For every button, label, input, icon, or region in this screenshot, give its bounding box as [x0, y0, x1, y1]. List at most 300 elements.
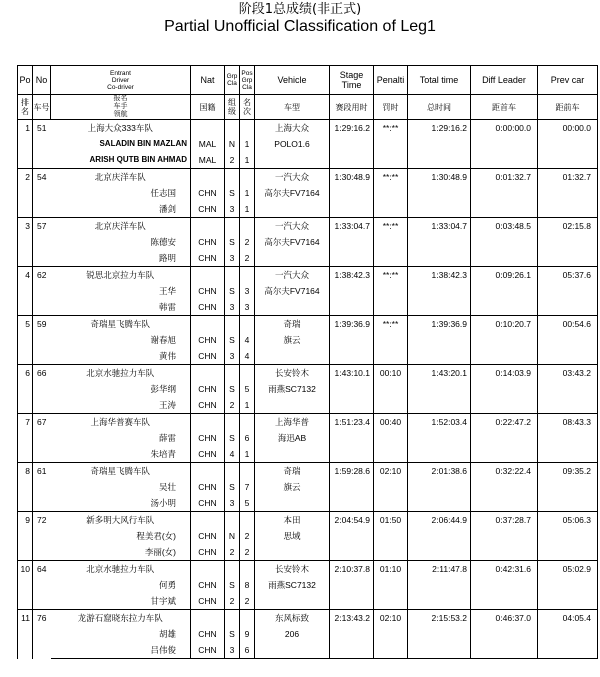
- result-diff-blank: [471, 593, 538, 610]
- result-team: 上海大众333车队: [51, 120, 191, 137]
- result-stage-time: 1:33:04.7: [330, 218, 374, 235]
- result-vehicle-model: 高尔夫FV7164: [255, 234, 330, 250]
- result-grppos-codriver: 2: [240, 544, 255, 561]
- result-position: 4: [18, 267, 33, 316]
- result-grp-codriver: 2: [225, 152, 240, 169]
- result-total-time: 1:52:03.4: [408, 414, 471, 431]
- result-pen-blank: [374, 626, 408, 642]
- result-grp-driver: S: [225, 332, 240, 348]
- result-grp-team: [225, 610, 240, 627]
- result-pen-blank: [374, 348, 408, 365]
- result-diff-blank: [471, 381, 538, 397]
- result-pen-blank: [374, 201, 408, 218]
- result-row-codriver: [18, 201, 598, 218]
- result-row: [18, 316, 598, 333]
- result-codriver: ARISH QUTB BIN AHMAD: [89, 155, 187, 164]
- result-stage-time: 2:10:37.8: [330, 561, 374, 578]
- result-prev-blank: [538, 642, 598, 659]
- col-total-header-zh: 总时间: [408, 95, 471, 120]
- page-title-chinese: 阶段1总成绩(非正式): [238, 2, 362, 17]
- result-grppos-team: [240, 414, 255, 431]
- result-row-driver: [18, 332, 598, 348]
- result-diff-blank: [471, 397, 538, 414]
- result-grppos-driver: 6: [240, 430, 255, 446]
- result-prev-car: 09:35.2: [538, 463, 598, 480]
- result-diff-blank: [471, 234, 538, 250]
- result-grp-team: [225, 316, 240, 333]
- result-total-blank: [408, 299, 471, 316]
- result-total-blank: [408, 283, 471, 299]
- result-diff-blank: [471, 152, 538, 169]
- result-vehicle-model: 思域: [255, 528, 330, 544]
- result-vehicle-make: 奇瑞: [255, 463, 330, 480]
- result-grp-driver: S: [225, 430, 240, 446]
- result-position: 7: [18, 414, 33, 463]
- result-diff-blank: [471, 479, 538, 495]
- result-stage-time: 1:51:23.4: [330, 414, 374, 431]
- result-grp-codriver: 2: [225, 544, 240, 561]
- col-nat-header-zh: 国籍: [191, 95, 225, 120]
- result-total-blank: [408, 201, 471, 218]
- col-stage-header-zh: 赛段用时: [330, 95, 374, 120]
- result-prev-blank: [538, 381, 598, 397]
- col-prev-header: Prev car: [538, 66, 598, 95]
- result-stage-blank: [330, 446, 374, 463]
- result-team: 奇瑞星飞腾车队: [51, 316, 191, 333]
- result-stage-blank: [330, 152, 374, 169]
- result-prev-blank: [538, 446, 598, 463]
- result-vehicle-model: 206: [255, 626, 330, 642]
- result-pen-blank: [374, 136, 408, 152]
- result-nat-codriver: CHN: [191, 593, 225, 610]
- result-driver: 陈德安: [150, 237, 176, 247]
- result-stage-blank: [330, 495, 374, 512]
- result-stage-blank: [330, 528, 374, 544]
- result-position: 3: [18, 218, 33, 267]
- result-driver: 吴壮: [158, 482, 176, 492]
- result-row-codriver: [18, 446, 598, 463]
- result-grp-team: [225, 512, 240, 529]
- result-vehicle-make: 一汽大众: [255, 267, 330, 284]
- result-grppos-codriver: 5: [240, 495, 255, 512]
- result-total-blank: [408, 626, 471, 642]
- result-car-number: 51: [33, 120, 51, 169]
- result-grp-team: [225, 414, 240, 431]
- result-grppos-team: [240, 512, 255, 529]
- result-total-time: 1:43:20.1: [408, 365, 471, 382]
- result-vehicle-make: 上海大众: [255, 120, 330, 137]
- result-car-number: 76: [33, 610, 51, 659]
- result-prev-car: 05:37.6: [538, 267, 598, 284]
- result-diff-blank: [471, 642, 538, 659]
- result-grppos-driver: 2: [240, 234, 255, 250]
- result-grppos-driver: 9: [240, 626, 255, 642]
- result-nat-driver: CHN: [191, 283, 225, 299]
- result-grppos-codriver: 1: [240, 397, 255, 414]
- result-grp-team: [225, 120, 240, 137]
- result-row-codriver: [18, 397, 598, 414]
- result-grppos-codriver: 2: [240, 250, 255, 267]
- result-stage-blank: [330, 593, 374, 610]
- result-vehicle-make: 东风标致: [255, 610, 330, 627]
- page-title-english: Partial Unofficial Classification of Leg1: [164, 18, 436, 35]
- result-vehicle-blank: [255, 152, 330, 169]
- result-stage-blank: [330, 348, 374, 365]
- result-grp-driver: S: [225, 283, 240, 299]
- result-car-number: 54: [33, 169, 51, 218]
- result-stage-time: 1:43:10.1: [330, 365, 374, 382]
- result-diff-leader: 0:10:20.7: [471, 316, 538, 333]
- result-prev-blank: [538, 332, 598, 348]
- result-grppos-driver: 1: [240, 185, 255, 201]
- result-codriver: 韩雷: [158, 302, 176, 312]
- result-diff-leader: 0:22:47.2: [471, 414, 538, 431]
- result-driver: 谢春旭: [150, 335, 176, 345]
- result-total-time: 1:29:16.2: [408, 120, 471, 137]
- result-vehicle-model: 旗云: [255, 479, 330, 495]
- result-total-blank: [408, 577, 471, 593]
- result-diff-leader: 0:01:32.7: [471, 169, 538, 186]
- result-pen-blank: [374, 479, 408, 495]
- result-codriver: 王涛: [158, 400, 176, 410]
- result-grppos-driver: 1: [240, 136, 255, 152]
- result-total-blank: [408, 332, 471, 348]
- col-penalty-header-zh: 罚时: [374, 95, 408, 120]
- result-driver: 彭华纲: [150, 384, 176, 394]
- result-row: [18, 414, 598, 431]
- result-grppos-driver: 8: [240, 577, 255, 593]
- result-prev-blank: [538, 234, 598, 250]
- result-row-codriver: [18, 299, 598, 316]
- result-total-blank: [408, 234, 471, 250]
- result-nat-team: [191, 120, 225, 137]
- result-prev-blank: [538, 201, 598, 218]
- col-grppos-header-zh: 名次: [240, 95, 255, 120]
- result-row: [18, 218, 598, 235]
- result-diff-leader: 0:32:22.4: [471, 463, 538, 480]
- col-penalty-header: Penalti: [374, 66, 408, 95]
- result-row-driver: [18, 381, 598, 397]
- result-prev-car: 05:06.3: [538, 512, 598, 529]
- result-stage-time: 1:39:36.9: [330, 316, 374, 333]
- result-driver: SALADIN BIN MAZLAN: [99, 139, 187, 148]
- result-total-time: 1:33:04.7: [408, 218, 471, 235]
- result-vehicle-blank: [255, 299, 330, 316]
- col-pos-header-zh: 排名: [18, 95, 33, 120]
- result-penalty: 00:40: [374, 414, 408, 431]
- col-grppos-header: Pos Grp Cla: [240, 66, 255, 95]
- result-penalty: **:**: [374, 316, 408, 333]
- result-prev-blank: [538, 250, 598, 267]
- result-grp-team: [225, 561, 240, 578]
- result-vehicle-blank: [255, 593, 330, 610]
- result-vehicle-make: 奇瑞: [255, 316, 330, 333]
- result-grp-codriver: 4: [225, 446, 240, 463]
- result-stage-blank: [330, 234, 374, 250]
- result-total-time: 1:39:36.9: [408, 316, 471, 333]
- result-driver: 王华: [158, 286, 176, 296]
- result-prev-blank: [538, 626, 598, 642]
- result-vehicle-blank: [255, 397, 330, 414]
- result-nat-codriver: CHN: [191, 642, 225, 659]
- result-grppos-codriver: 1: [240, 152, 255, 169]
- result-grp-driver: S: [225, 381, 240, 397]
- result-pen-blank: [374, 250, 408, 267]
- result-car-number: 61: [33, 463, 51, 512]
- col-no-header-zh: 车号: [33, 95, 51, 120]
- result-diff-blank: [471, 283, 538, 299]
- result-codriver: 黄伟: [158, 351, 176, 361]
- result-vehicle-blank: [255, 544, 330, 561]
- result-nat-driver: CHN: [191, 185, 225, 201]
- result-prev-blank: [538, 152, 598, 169]
- result-vehicle-blank: [255, 250, 330, 267]
- result-grppos-team: [240, 267, 255, 284]
- result-row: [18, 169, 598, 186]
- result-prev-car: 05:02.9: [538, 561, 598, 578]
- result-diff-blank: [471, 544, 538, 561]
- result-grp-driver: S: [225, 234, 240, 250]
- result-stage-blank: [330, 642, 374, 659]
- result-grp-team: [225, 218, 240, 235]
- col-pos-header: Po: [18, 66, 33, 95]
- result-prev-blank: [538, 348, 598, 365]
- result-row-codriver: [18, 152, 598, 169]
- result-pen-blank: [374, 283, 408, 299]
- result-grp-driver: S: [225, 577, 240, 593]
- result-prev-car: 00:00.0: [538, 120, 598, 137]
- result-pen-blank: [374, 397, 408, 414]
- result-stage-blank: [330, 299, 374, 316]
- result-penalty: 00:10: [374, 365, 408, 382]
- result-grp-codriver: 3: [225, 201, 240, 218]
- result-diff-leader: 0:03:48.5: [471, 218, 538, 235]
- result-grp-driver: S: [225, 185, 240, 201]
- result-pen-blank: [374, 642, 408, 659]
- result-prev-car: 03:43.2: [538, 365, 598, 382]
- result-vehicle-make: 一汽大众: [255, 169, 330, 186]
- result-vehicle-model: 旗云: [255, 332, 330, 348]
- col-total-header: Total time: [408, 66, 471, 95]
- result-position: 1: [18, 120, 33, 169]
- result-nat-driver: CHN: [191, 234, 225, 250]
- result-nat-team: [191, 218, 225, 235]
- col-vehicle-header-zh: 车型: [255, 95, 330, 120]
- result-stage-blank: [330, 626, 374, 642]
- result-codriver: 吕伟俊: [51, 642, 191, 659]
- result-prev-blank: [538, 577, 598, 593]
- result-team: 北京水驰拉力车队: [51, 561, 191, 578]
- result-row-codriver: [18, 348, 598, 365]
- result-total-blank: [408, 479, 471, 495]
- col-no-header: No: [33, 66, 51, 95]
- header-row-chinese: [18, 95, 598, 120]
- result-diff-blank: [471, 348, 538, 365]
- result-grppos-codriver: 3: [240, 299, 255, 316]
- result-nat-team: [191, 365, 225, 382]
- result-prev-car: 00:54.6: [538, 316, 598, 333]
- result-total-blank: [408, 185, 471, 201]
- result-diff-leader: 0:37:28.7: [471, 512, 538, 529]
- result-nat-driver: CHN: [191, 577, 225, 593]
- result-prev-blank: [538, 495, 598, 512]
- result-diff-leader: 0:14:03.9: [471, 365, 538, 382]
- result-prev-car: 08:43.3: [538, 414, 598, 431]
- result-penalty: **:**: [374, 169, 408, 186]
- result-row-driver: [18, 626, 598, 642]
- col-diff-header: Diff Leader: [471, 66, 538, 95]
- result-vehicle-blank: [255, 495, 330, 512]
- result-nat-team: [191, 267, 225, 284]
- result-grppos-team: [240, 561, 255, 578]
- result-prev-blank: [538, 544, 598, 561]
- result-penalty: 02:10: [374, 610, 408, 627]
- result-nat-codriver: CHN: [191, 348, 225, 365]
- result-driver: 胡雄: [158, 629, 176, 639]
- result-row: [18, 610, 598, 627]
- result-stage-blank: [330, 250, 374, 267]
- result-prev-car: 01:32.7: [538, 169, 598, 186]
- result-position: 11: [18, 610, 33, 659]
- result-pen-blank: [374, 528, 408, 544]
- result-diff-blank: [471, 250, 538, 267]
- result-total-time: 2:06:44.9: [408, 512, 471, 529]
- result-nat-codriver: CHN: [191, 250, 225, 267]
- result-nat-team: [191, 561, 225, 578]
- result-pen-blank: [374, 593, 408, 610]
- result-car-number: 67: [33, 414, 51, 463]
- result-penalty: **:**: [374, 267, 408, 284]
- result-prev-blank: [538, 136, 598, 152]
- result-grppos-team: [240, 120, 255, 137]
- result-grp-codriver: 3: [225, 250, 240, 267]
- result-grppos-driver: 7: [240, 479, 255, 495]
- result-grp-codriver: 3: [225, 642, 240, 659]
- result-grp-codriver: 3: [225, 348, 240, 365]
- result-diff-blank: [471, 332, 538, 348]
- col-grp-header: Grp Cla: [225, 66, 240, 95]
- result-row-codriver: [18, 642, 598, 659]
- result-position: 6: [18, 365, 33, 414]
- result-row-codriver: [18, 544, 598, 561]
- result-stage-blank: [330, 136, 374, 152]
- result-vehicle-make: 上海华普: [255, 414, 330, 431]
- result-row: [18, 512, 598, 529]
- result-total-blank: [408, 495, 471, 512]
- result-position: 5: [18, 316, 33, 365]
- result-diff-blank: [471, 201, 538, 218]
- result-team: 北京水驰拉力车队: [51, 365, 191, 382]
- result-row-codriver: [18, 593, 598, 610]
- result-stage-blank: [330, 430, 374, 446]
- result-row-driver: [18, 528, 598, 544]
- results-body: [18, 120, 598, 659]
- result-team: 北京庆洋车队: [51, 169, 191, 186]
- result-row-driver: [18, 479, 598, 495]
- result-total-blank: [408, 136, 471, 152]
- result-vehicle-blank: [255, 348, 330, 365]
- result-row-driver: [18, 234, 598, 250]
- result-driver: 任志国: [150, 188, 176, 198]
- result-position: 9: [18, 512, 33, 561]
- result-team: 奇瑞星飞腾车队: [51, 463, 191, 480]
- col-stage-header: Stage Time: [330, 66, 374, 95]
- result-row-codriver: [18, 495, 598, 512]
- result-grppos-team: [240, 610, 255, 627]
- result-diff-blank: [471, 495, 538, 512]
- result-grppos-driver: 5: [240, 381, 255, 397]
- result-grppos-codriver: 1: [240, 446, 255, 463]
- result-grppos-driver: 4: [240, 332, 255, 348]
- result-total-blank: [408, 593, 471, 610]
- result-nat-driver: CHN: [191, 479, 225, 495]
- result-total-blank: [408, 430, 471, 446]
- result-vehicle-model: 高尔夫FV7164: [255, 185, 330, 201]
- result-driver: 薛雷: [158, 433, 176, 443]
- result-nat-driver: MAL: [191, 136, 225, 152]
- result-penalty: 02:10: [374, 463, 408, 480]
- result-diff-leader: 0:46:37.0: [471, 610, 538, 627]
- result-diff-blank: [471, 577, 538, 593]
- result-penalty: **:**: [374, 120, 408, 137]
- result-diff-leader: 0:00:00.0: [471, 120, 538, 137]
- result-vehicle-make: 本田: [255, 512, 330, 529]
- result-row: [18, 561, 598, 578]
- result-total-blank: [408, 642, 471, 659]
- result-row-driver: [18, 430, 598, 446]
- result-nat-team: [191, 463, 225, 480]
- result-prev-blank: [538, 479, 598, 495]
- result-total-blank: [408, 397, 471, 414]
- result-nat-codriver: MAL: [191, 152, 225, 169]
- result-stage-time: 1:38:42.3: [330, 267, 374, 284]
- result-pen-blank: [374, 299, 408, 316]
- result-grppos-team: [240, 169, 255, 186]
- result-nat-team: [191, 414, 225, 431]
- result-driver: 何勇: [158, 580, 176, 590]
- result-nat-codriver: CHN: [191, 397, 225, 414]
- result-codriver: 潘剑: [158, 204, 176, 214]
- result-diff-blank: [471, 430, 538, 446]
- result-vehicle-model: 高尔夫FV7164: [255, 283, 330, 299]
- result-diff-blank: [471, 446, 538, 463]
- result-position: 2: [18, 169, 33, 218]
- result-diff-blank: [471, 626, 538, 642]
- result-penalty: **:**: [374, 218, 408, 235]
- result-car-number: 59: [33, 316, 51, 365]
- result-grp-codriver: 2: [225, 397, 240, 414]
- col-prev-header-zh: 距前车: [538, 95, 598, 120]
- result-nat-codriver: CHN: [191, 201, 225, 218]
- result-prev-blank: [538, 283, 598, 299]
- col-diff-header-zh: 距首车: [471, 95, 538, 120]
- result-diff-blank: [471, 299, 538, 316]
- result-driver: 程美君(女): [136, 531, 176, 541]
- result-total-time: 1:38:42.3: [408, 267, 471, 284]
- result-nat-codriver: CHN: [191, 495, 225, 512]
- result-nat-codriver: CHN: [191, 446, 225, 463]
- result-prev-car: 04:05.4: [538, 610, 598, 627]
- result-vehicle-blank: [255, 201, 330, 218]
- result-total-blank: [408, 544, 471, 561]
- result-total-blank: [408, 528, 471, 544]
- result-diff-blank: [471, 528, 538, 544]
- result-prev-blank: [538, 397, 598, 414]
- result-row: [18, 120, 598, 137]
- result-nat-driver: CHN: [191, 381, 225, 397]
- result-codriver: 朱培青: [150, 449, 176, 459]
- result-row: [18, 267, 598, 284]
